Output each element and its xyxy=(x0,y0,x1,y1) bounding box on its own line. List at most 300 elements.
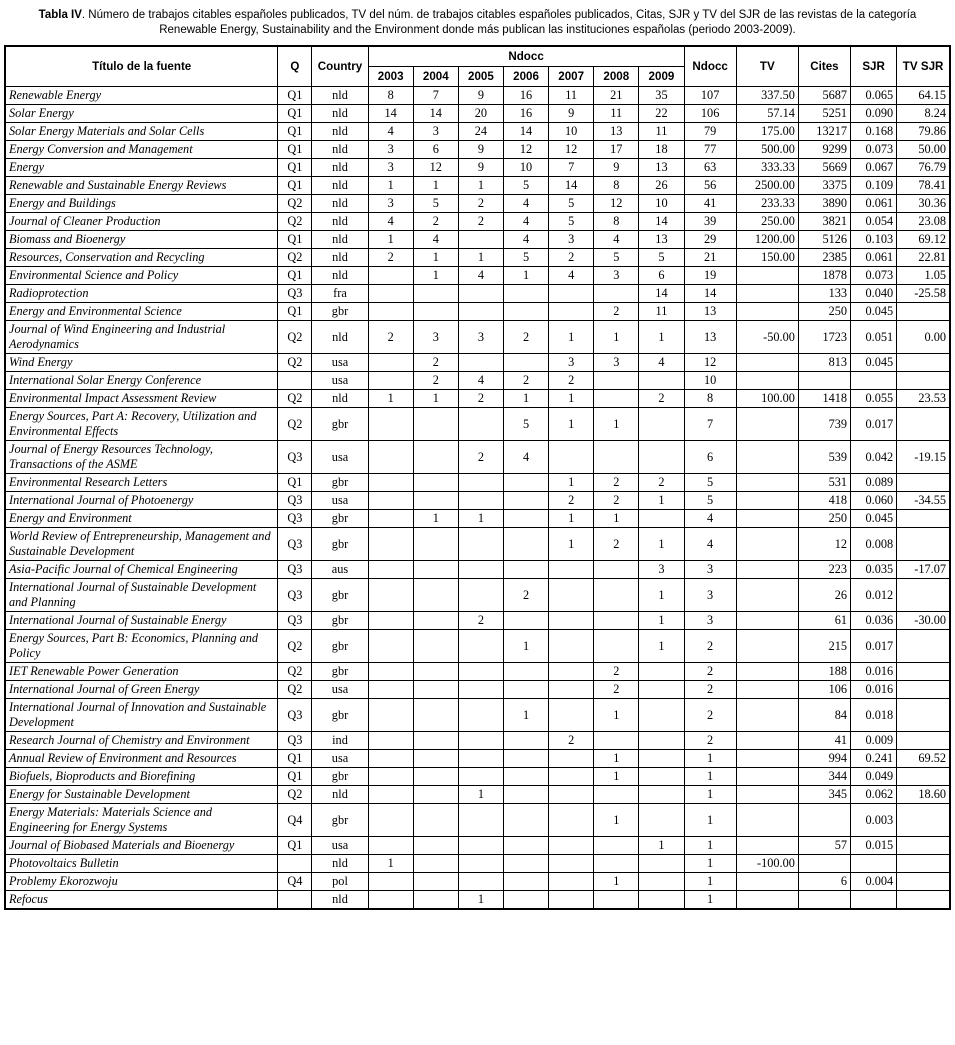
cell-year-2009 xyxy=(639,855,684,873)
cell-year-2005 xyxy=(458,663,503,681)
cell-year-2004 xyxy=(413,285,458,303)
cell-year-2006: 12 xyxy=(503,141,548,159)
cell-year-2003 xyxy=(368,786,413,804)
cell-year-2006: 10 xyxy=(503,159,548,177)
cell-tv xyxy=(736,510,798,528)
cell-tvsjr: 18.60 xyxy=(897,786,950,804)
cell-ndocc: 2 xyxy=(684,699,736,732)
cell-year-2009 xyxy=(639,732,684,750)
cell-sjr: 0.090 xyxy=(851,105,897,123)
header-year-2008: 2008 xyxy=(594,67,639,87)
cell-ndocc: 39 xyxy=(684,213,736,231)
cell-source: International Journal of Sustainable Development and Planning xyxy=(5,579,278,612)
cell-year-2004 xyxy=(413,561,458,579)
cell-tv xyxy=(736,267,798,285)
cell-year-2003 xyxy=(368,750,413,768)
cell-year-2003 xyxy=(368,267,413,285)
cell-year-2008 xyxy=(594,579,639,612)
cell-source: Journal of Cleaner Production xyxy=(5,213,278,231)
cell-year-2003 xyxy=(368,630,413,663)
cell-source: Renewable Energy xyxy=(5,87,278,105)
cell-year-2006: 2 xyxy=(503,579,548,612)
cell-tvsjr: 50.00 xyxy=(897,141,950,159)
cell-year-2004: 12 xyxy=(413,159,458,177)
cell-tvsjr xyxy=(897,474,950,492)
cell-year-2007 xyxy=(549,768,594,786)
table-row xyxy=(5,267,950,285)
cell-year-2005: 24 xyxy=(458,123,503,141)
cell-year-2005: 2 xyxy=(458,390,503,408)
cell-country: nld xyxy=(312,786,368,804)
cell-cites xyxy=(798,855,850,873)
table-row xyxy=(5,87,950,105)
cell-country: gbr xyxy=(312,528,368,561)
cell-cites: 994 xyxy=(798,750,850,768)
cell-year-2006 xyxy=(503,768,548,786)
cell-cites: 5126 xyxy=(798,231,850,249)
cell-q: Q1 xyxy=(278,474,312,492)
cell-sjr: 0.060 xyxy=(851,492,897,510)
cell-year-2008: 21 xyxy=(594,87,639,105)
cell-tv: 175.00 xyxy=(736,123,798,141)
cell-country: fra xyxy=(312,285,368,303)
cell-ndocc: 21 xyxy=(684,249,736,267)
cell-tv xyxy=(736,285,798,303)
cell-year-2004: 1 xyxy=(413,390,458,408)
cell-year-2009: 4 xyxy=(639,354,684,372)
cell-cites: 250 xyxy=(798,303,850,321)
table-caption-text: . Número de trabajos citables españoles publicados, TV del núm. de trabajos citables españoles publicados, Citas, SJR y TV del SJR de las revistas de la categoría Renewable Energy, Sustainability and the Environment donde más publican las instituciones españolas (periodo 2003-2009). xyxy=(81,9,917,37)
cell-year-2005: 2 xyxy=(458,441,503,474)
cell-year-2003 xyxy=(368,873,413,891)
cell-year-2004 xyxy=(413,663,458,681)
cell-tv xyxy=(736,354,798,372)
cell-q xyxy=(278,891,312,910)
cell-q: Q2 xyxy=(278,354,312,372)
cell-ndocc: 1 xyxy=(684,837,736,855)
cell-year-2008: 1 xyxy=(594,699,639,732)
cell-cites: 531 xyxy=(798,474,850,492)
cell-ndocc: 63 xyxy=(684,159,736,177)
header-ndocc-group: Ndocc xyxy=(368,46,684,67)
cell-year-2008: 2 xyxy=(594,663,639,681)
cell-q: Q2 xyxy=(278,390,312,408)
header-sjr: SJR xyxy=(851,46,897,87)
cell-sjr xyxy=(851,855,897,873)
cell-ndocc: 6 xyxy=(684,441,736,474)
table-row xyxy=(5,159,950,177)
cell-year-2008: 1 xyxy=(594,768,639,786)
cell-tvsjr xyxy=(897,891,950,910)
cell-year-2003 xyxy=(368,663,413,681)
cell-source: International Solar Energy Conference xyxy=(5,372,278,390)
cell-year-2005: 1 xyxy=(458,786,503,804)
cell-q: Q1 xyxy=(278,750,312,768)
cell-cites: 1418 xyxy=(798,390,850,408)
cell-year-2007: 14 xyxy=(549,177,594,195)
cell-sjr xyxy=(851,372,897,390)
cell-year-2004 xyxy=(413,732,458,750)
cell-year-2009 xyxy=(639,873,684,891)
cell-ndocc: 13 xyxy=(684,303,736,321)
cell-country: gbr xyxy=(312,663,368,681)
cell-sjr: 0.054 xyxy=(851,213,897,231)
cell-q: Q3 xyxy=(278,492,312,510)
cell-sjr: 0.045 xyxy=(851,303,897,321)
cell-year-2004 xyxy=(413,699,458,732)
cell-source: Energy for Sustainable Development xyxy=(5,786,278,804)
cell-year-2004 xyxy=(413,630,458,663)
table-row xyxy=(5,123,950,141)
cell-q: Q1 xyxy=(278,141,312,159)
cell-year-2005 xyxy=(458,699,503,732)
cell-source: Renewable and Sustainable Energy Reviews xyxy=(5,177,278,195)
header-year-2003: 2003 xyxy=(368,67,413,87)
table-row xyxy=(5,891,950,910)
cell-year-2006 xyxy=(503,855,548,873)
cell-source: Refocus xyxy=(5,891,278,910)
cell-year-2004 xyxy=(413,441,458,474)
cell-cites xyxy=(798,804,850,837)
cell-q xyxy=(278,855,312,873)
cell-tvsjr: 78.41 xyxy=(897,177,950,195)
cell-year-2008: 13 xyxy=(594,123,639,141)
cell-year-2004: 4 xyxy=(413,231,458,249)
cell-tv xyxy=(736,873,798,891)
cell-ndocc: 2 xyxy=(684,630,736,663)
cell-q: Q1 xyxy=(278,768,312,786)
header-year-2006: 2006 xyxy=(503,67,548,87)
cell-tvsjr xyxy=(897,681,950,699)
cell-cites: 418 xyxy=(798,492,850,510)
table-row xyxy=(5,768,950,786)
cell-source: Resources, Conservation and Recycling xyxy=(5,249,278,267)
cell-q: Q2 xyxy=(278,213,312,231)
cell-year-2006 xyxy=(503,804,548,837)
cell-year-2008: 2 xyxy=(594,303,639,321)
cell-year-2009: 1 xyxy=(639,579,684,612)
cell-source: Journal of Biobased Materials and Bioenergy xyxy=(5,837,278,855)
cell-year-2005: 4 xyxy=(458,372,503,390)
cell-year-2003: 1 xyxy=(368,231,413,249)
cell-year-2006: 4 xyxy=(503,231,548,249)
cell-year-2006 xyxy=(503,474,548,492)
cell-country: ind xyxy=(312,732,368,750)
cell-year-2006: 1 xyxy=(503,267,548,285)
cell-sjr: 0.008 xyxy=(851,528,897,561)
cell-year-2004: 2 xyxy=(413,213,458,231)
cell-tvsjr: 0.00 xyxy=(897,321,950,354)
cell-tvsjr: 79.86 xyxy=(897,123,950,141)
cell-year-2008: 9 xyxy=(594,159,639,177)
cell-ndocc: 13 xyxy=(684,321,736,354)
cell-year-2004 xyxy=(413,681,458,699)
cell-year-2003 xyxy=(368,561,413,579)
cell-year-2009: 1 xyxy=(639,492,684,510)
cell-year-2005 xyxy=(458,873,503,891)
cell-tvsjr xyxy=(897,855,950,873)
cell-year-2003 xyxy=(368,372,413,390)
cell-year-2006: 5 xyxy=(503,177,548,195)
cell-year-2007: 1 xyxy=(549,510,594,528)
cell-q: Q2 xyxy=(278,408,312,441)
cell-tv xyxy=(736,663,798,681)
cell-q: Q3 xyxy=(278,528,312,561)
cell-ndocc: 3 xyxy=(684,612,736,630)
cell-source: Biomass and Bioenergy xyxy=(5,231,278,249)
cell-year-2003 xyxy=(368,768,413,786)
cell-q: Q2 xyxy=(278,249,312,267)
cell-cites: 1878 xyxy=(798,267,850,285)
cell-tvsjr xyxy=(897,303,950,321)
cell-tv xyxy=(736,630,798,663)
cell-q: Q3 xyxy=(278,699,312,732)
cell-ndocc: 2 xyxy=(684,681,736,699)
cell-tvsjr xyxy=(897,837,950,855)
table-row xyxy=(5,474,950,492)
cell-year-2006 xyxy=(503,561,548,579)
table-row xyxy=(5,177,950,195)
cell-year-2007: 7 xyxy=(549,159,594,177)
header-row-1 xyxy=(5,46,950,67)
cell-cites: 1723 xyxy=(798,321,850,354)
cell-year-2004: 14 xyxy=(413,105,458,123)
cell-sjr: 0.015 xyxy=(851,837,897,855)
cell-country: nld xyxy=(312,267,368,285)
cell-q: Q3 xyxy=(278,561,312,579)
cell-year-2008: 1 xyxy=(594,408,639,441)
table-row xyxy=(5,750,950,768)
cell-year-2009: 35 xyxy=(639,87,684,105)
cell-q: Q1 xyxy=(278,267,312,285)
cell-q: Q1 xyxy=(278,123,312,141)
cell-sjr: 0.067 xyxy=(851,159,897,177)
cell-year-2009 xyxy=(639,441,684,474)
cell-q: Q2 xyxy=(278,786,312,804)
cell-year-2004 xyxy=(413,408,458,441)
cell-year-2007 xyxy=(549,303,594,321)
cell-country: aus xyxy=(312,561,368,579)
cell-cites: 84 xyxy=(798,699,850,732)
cell-year-2004: 6 xyxy=(413,141,458,159)
cell-year-2009 xyxy=(639,510,684,528)
cell-year-2008 xyxy=(594,390,639,408)
cell-year-2006: 4 xyxy=(503,213,548,231)
cell-tvsjr: 23.08 xyxy=(897,213,950,231)
cell-source: Asia-Pacific Journal of Chemical Engineering xyxy=(5,561,278,579)
cell-year-2003 xyxy=(368,732,413,750)
cell-year-2005: 9 xyxy=(458,159,503,177)
cell-year-2006: 1 xyxy=(503,699,548,732)
cell-year-2008: 1 xyxy=(594,804,639,837)
cell-year-2006: 1 xyxy=(503,630,548,663)
cell-tvsjr: 23.53 xyxy=(897,390,950,408)
cell-source: Research Journal of Chemistry and Environment xyxy=(5,732,278,750)
cell-year-2006: 4 xyxy=(503,195,548,213)
cell-year-2007: 4 xyxy=(549,267,594,285)
cell-country: nld xyxy=(312,891,368,910)
cell-year-2005 xyxy=(458,474,503,492)
cell-year-2005 xyxy=(458,804,503,837)
cell-year-2008 xyxy=(594,561,639,579)
cell-year-2004 xyxy=(413,750,458,768)
cell-year-2007 xyxy=(549,681,594,699)
cell-tv xyxy=(736,303,798,321)
cell-cites: 539 xyxy=(798,441,850,474)
cell-year-2005 xyxy=(458,855,503,873)
cell-year-2003 xyxy=(368,354,413,372)
cell-year-2008: 5 xyxy=(594,249,639,267)
cell-tvsjr: -19.15 xyxy=(897,441,950,474)
cell-year-2006: 14 xyxy=(503,123,548,141)
cell-sjr: 0.065 xyxy=(851,87,897,105)
cell-year-2008: 2 xyxy=(594,528,639,561)
cell-year-2009 xyxy=(639,891,684,910)
cell-year-2007: 3 xyxy=(549,354,594,372)
cell-year-2006: 1 xyxy=(503,390,548,408)
table-row xyxy=(5,855,950,873)
cell-year-2004 xyxy=(413,768,458,786)
cell-tvsjr: 8.24 xyxy=(897,105,950,123)
cell-tv: 1200.00 xyxy=(736,231,798,249)
cell-year-2009: 1 xyxy=(639,630,684,663)
cell-country: nld xyxy=(312,231,368,249)
cell-tvsjr xyxy=(897,408,950,441)
cell-year-2004: 1 xyxy=(413,249,458,267)
cell-year-2008 xyxy=(594,891,639,910)
cell-country: gbr xyxy=(312,699,368,732)
cell-year-2008: 8 xyxy=(594,213,639,231)
cell-year-2008: 12 xyxy=(594,195,639,213)
cell-sjr: 0.035 xyxy=(851,561,897,579)
cell-source: Radioprotection xyxy=(5,285,278,303)
cell-ndocc: 1 xyxy=(684,804,736,837)
cell-year-2008: 3 xyxy=(594,354,639,372)
cell-source: Energy and Environmental Science xyxy=(5,303,278,321)
cell-country: nld xyxy=(312,213,368,231)
cell-q: Q1 xyxy=(278,159,312,177)
cell-year-2009: 1 xyxy=(639,528,684,561)
cell-year-2008: 17 xyxy=(594,141,639,159)
cell-year-2003: 2 xyxy=(368,249,413,267)
cell-year-2006 xyxy=(503,303,548,321)
table-row xyxy=(5,663,950,681)
cell-sjr: 0.089 xyxy=(851,474,897,492)
cell-year-2007: 1 xyxy=(549,321,594,354)
cell-year-2005 xyxy=(458,732,503,750)
cell-year-2005 xyxy=(458,750,503,768)
cell-year-2009 xyxy=(639,663,684,681)
cell-country: nld xyxy=(312,159,368,177)
table-row xyxy=(5,681,950,699)
cell-tvsjr xyxy=(897,579,950,612)
cell-country: nld xyxy=(312,855,368,873)
cell-source: Energy and Buildings xyxy=(5,195,278,213)
cell-ndocc: 4 xyxy=(684,528,736,561)
cell-year-2006 xyxy=(503,285,548,303)
cell-year-2004: 5 xyxy=(413,195,458,213)
cell-cites: 739 xyxy=(798,408,850,441)
cell-year-2009: 13 xyxy=(639,231,684,249)
cell-tvsjr xyxy=(897,372,950,390)
cell-country: usa xyxy=(312,681,368,699)
cell-year-2003 xyxy=(368,612,413,630)
cell-tv xyxy=(736,492,798,510)
cell-year-2006 xyxy=(503,786,548,804)
cell-ndocc: 77 xyxy=(684,141,736,159)
cell-country: gbr xyxy=(312,612,368,630)
cell-year-2009: 11 xyxy=(639,303,684,321)
cell-tvsjr: 76.79 xyxy=(897,159,950,177)
cell-cites: 12 xyxy=(798,528,850,561)
cell-source: Solar Energy xyxy=(5,105,278,123)
cell-year-2009: 3 xyxy=(639,561,684,579)
cell-cites: 5687 xyxy=(798,87,850,105)
table-row xyxy=(5,630,950,663)
cell-ndocc: 1 xyxy=(684,750,736,768)
cell-ndocc: 79 xyxy=(684,123,736,141)
cell-year-2006: 5 xyxy=(503,408,548,441)
cell-tv: 250.00 xyxy=(736,213,798,231)
cell-q: Q2 xyxy=(278,321,312,354)
cell-year-2009: 13 xyxy=(639,159,684,177)
cell-year-2006: 4 xyxy=(503,441,548,474)
cell-year-2003 xyxy=(368,474,413,492)
cell-cites: 223 xyxy=(798,561,850,579)
cell-sjr: 0.062 xyxy=(851,786,897,804)
cell-year-2005 xyxy=(458,492,503,510)
cell-year-2005: 1 xyxy=(458,249,503,267)
cell-sjr: 0.018 xyxy=(851,699,897,732)
header-source: Título de la fuente xyxy=(5,46,278,87)
cell-year-2003 xyxy=(368,681,413,699)
cell-tvsjr: 22.81 xyxy=(897,249,950,267)
cell-year-2003: 1 xyxy=(368,177,413,195)
cell-year-2005: 1 xyxy=(458,177,503,195)
cell-country: nld xyxy=(312,195,368,213)
cell-ndocc: 107 xyxy=(684,87,736,105)
cell-tv xyxy=(736,612,798,630)
cell-tv: 500.00 xyxy=(736,141,798,159)
cell-year-2006 xyxy=(503,354,548,372)
cell-year-2004 xyxy=(413,891,458,910)
cell-country: usa xyxy=(312,492,368,510)
cell-year-2007: 1 xyxy=(549,408,594,441)
cell-country: nld xyxy=(312,141,368,159)
cell-tvsjr xyxy=(897,699,950,732)
cell-year-2006 xyxy=(503,492,548,510)
cell-year-2004 xyxy=(413,873,458,891)
cell-ndocc: 1 xyxy=(684,891,736,910)
cell-year-2006 xyxy=(503,612,548,630)
cell-sjr: 0.073 xyxy=(851,267,897,285)
cell-sjr: 0.049 xyxy=(851,768,897,786)
cell-year-2005 xyxy=(458,528,503,561)
cell-country: nld xyxy=(312,87,368,105)
cell-year-2003: 2 xyxy=(368,321,413,354)
cell-year-2004: 1 xyxy=(413,267,458,285)
cell-year-2003 xyxy=(368,837,413,855)
cell-year-2005: 2 xyxy=(458,213,503,231)
cell-sjr: 0.003 xyxy=(851,804,897,837)
cell-year-2007 xyxy=(549,804,594,837)
cell-year-2003: 1 xyxy=(368,855,413,873)
cell-year-2007 xyxy=(549,663,594,681)
cell-tvsjr: -30.00 xyxy=(897,612,950,630)
table-row xyxy=(5,804,950,837)
table-row xyxy=(5,141,950,159)
cell-tv: 57.14 xyxy=(736,105,798,123)
